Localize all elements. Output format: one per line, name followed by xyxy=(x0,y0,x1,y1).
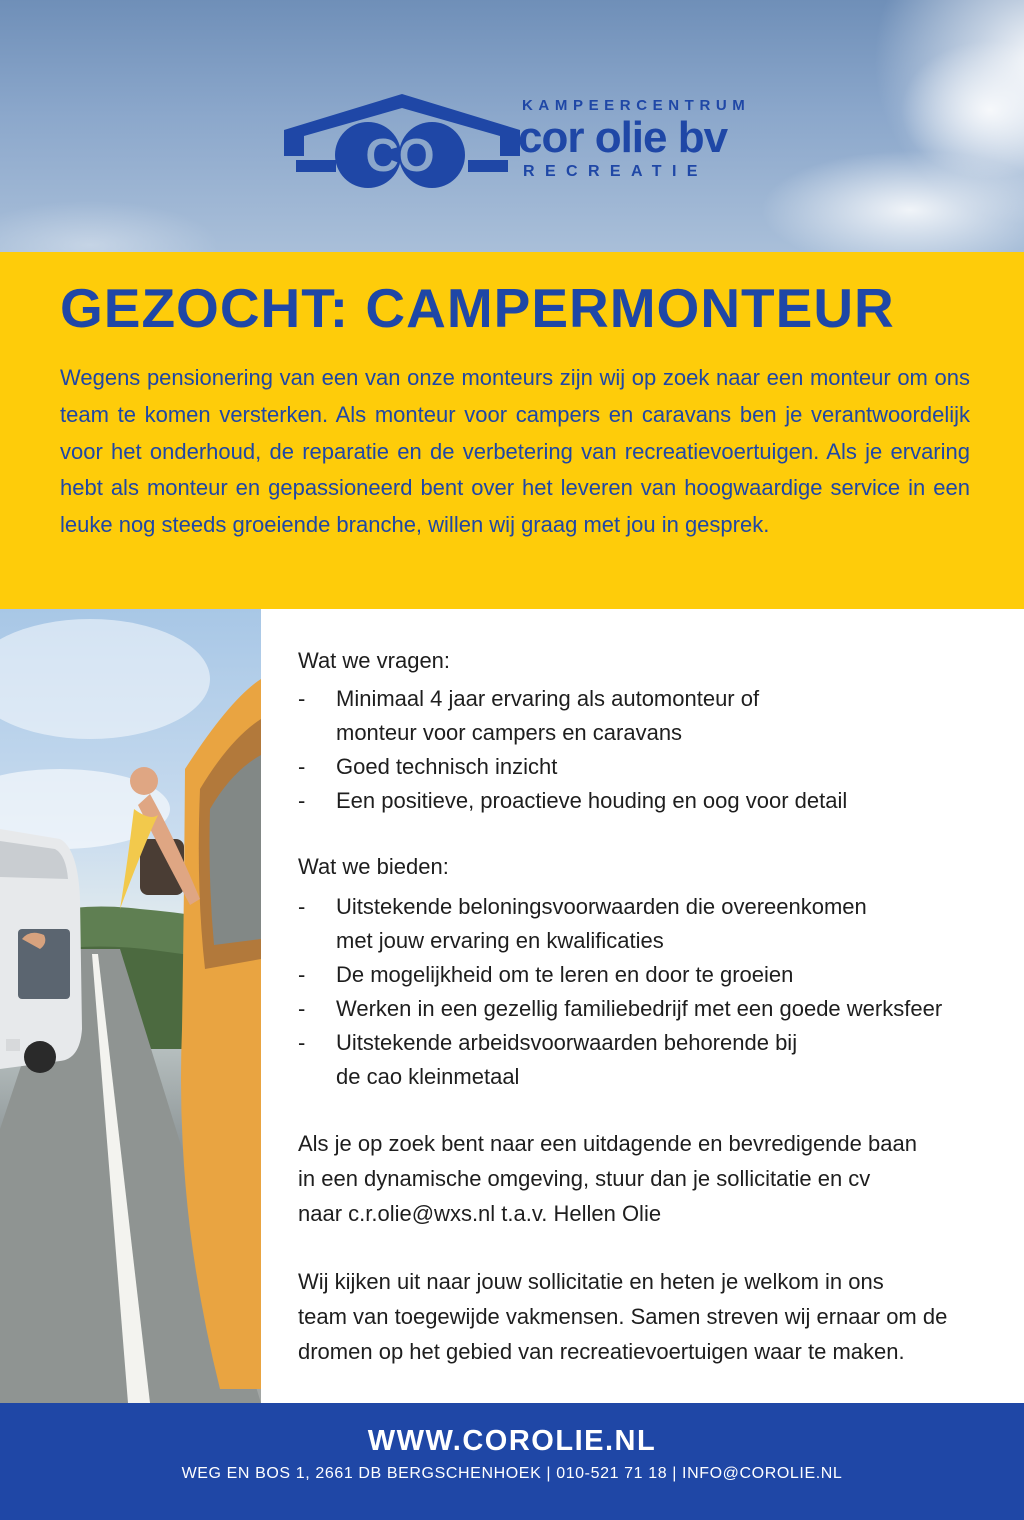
requirement-1-line-1: Minimaal 4 jaar ervaring als automonteur of xyxy=(336,686,760,711)
logo-kampeercentrum: KAMPEERCENTRUM xyxy=(522,97,751,114)
camper-road-illustration xyxy=(0,609,261,1403)
list-item: - Goed technisch inzicht xyxy=(298,754,558,779)
website-link[interactable]: WWW.COROLIE.NL xyxy=(367,1425,657,1457)
header-sky xyxy=(0,0,1024,252)
intro-section xyxy=(0,252,1024,609)
logo-monogram: CO xyxy=(365,129,435,181)
apply-line-2: in een dynamische omgeving, stuur dan je sollicitatie en cv xyxy=(298,1166,871,1191)
job-title: GEZOCHT: CAMPERMONTEUR xyxy=(60,277,895,339)
list-item: - Uitstekende beloningsvoorwaarden die overeenkomen met jouw ervaring en kwalificaties xyxy=(298,894,867,953)
requirements-heading: Wat we vragen: xyxy=(298,648,451,673)
apply-paragraph xyxy=(298,1126,998,1231)
list-item: - Minimaal 4 jaar ervaring als automonteur of monteur voor campers en caravans xyxy=(298,686,760,745)
closing-line-2: team van toegewijde vakmensen. Samen streven wij ernaar om de xyxy=(298,1304,948,1329)
offer-4-line-2: de cao kleinmetaal xyxy=(336,1064,520,1089)
closing-paragraph xyxy=(298,1264,998,1369)
offer-1-line-1: Uitstekende beloningsvoorwaarden die overeenkomen xyxy=(336,894,867,919)
requirement-1-line-2: monteur voor campers en caravans xyxy=(336,720,683,745)
footer xyxy=(0,1403,1024,1520)
offer-3: Werken in een gezellig familiebedrijf met een goede werksfeer xyxy=(336,996,943,1021)
offer-4-line-1: Uitstekende arbeidsvoorwaarden behorende bij xyxy=(336,1030,798,1055)
camper-road-photo xyxy=(0,609,261,1403)
list-item: - De mogelijkheid om te leren en door te groeien xyxy=(298,962,794,987)
list-item: - Uitstekende arbeidsvoorwaarden behorende bij de cao kleinmetaal xyxy=(298,1030,798,1089)
requirements-list xyxy=(298,682,1008,818)
offer-2: De mogelijkheid om te leren en door te groeien xyxy=(336,962,794,987)
apply-line-1: Als je op zoek bent naar een uitdagende en bevredigende baan xyxy=(298,1131,917,1156)
list-item: - Werken in een gezellig familiebedrijf met een goede werksfeer xyxy=(298,996,943,1021)
requirement-2: Goed technisch inzicht xyxy=(336,754,558,779)
offer-list xyxy=(298,890,1008,1094)
company-logo[interactable] xyxy=(282,92,752,192)
cloud xyxy=(0,200,220,252)
logo-recreatie: RECREATIE xyxy=(523,163,708,180)
closing-line-1: Wij kijken uit naar jouw sollicitatie en heten je welkom in ons xyxy=(298,1269,884,1294)
intro-paragraph: Wegens pensionering van een van onze monteurs zijn wij op zoek naar een monteur om ons team te komen versterken. Als monteur voor campers en caravans ben je verantwoordelijk voor het onderhoud, de reparatie en de verbetering van recreatievoertuigen. Als je ervaring hebt als monteur en gepassioneerd bent over het leveren van hoogwaardige service in een leuke nog steeds groeiende branche, willen wij graag met jou in gesprek. xyxy=(60,365,970,538)
house-logo-icon xyxy=(282,92,522,192)
closing-line-3: dromen op het gebied van recreatievoertuigen waar te maken. xyxy=(298,1339,905,1364)
apply-line-3: naar c.r.olie@wxs.nl t.a.v. Hellen Olie xyxy=(298,1201,662,1226)
list-item: - Een positieve, proactieve houding en oog voor detail xyxy=(298,788,848,813)
requirement-3: Een positieve, proactieve houding en oog voor detail xyxy=(336,788,848,813)
contact-details: WEG EN BOS 1, 2661 DB BERGSCHENHOEK | 010-521 71 18 | INFO@COROLIE.NL xyxy=(181,1465,843,1482)
logo-company-name: cor olie bv xyxy=(518,113,728,162)
offer-1-line-2: met jouw ervaring en kwalificaties xyxy=(336,928,664,953)
offer-heading: Wat we bieden: xyxy=(298,854,449,879)
